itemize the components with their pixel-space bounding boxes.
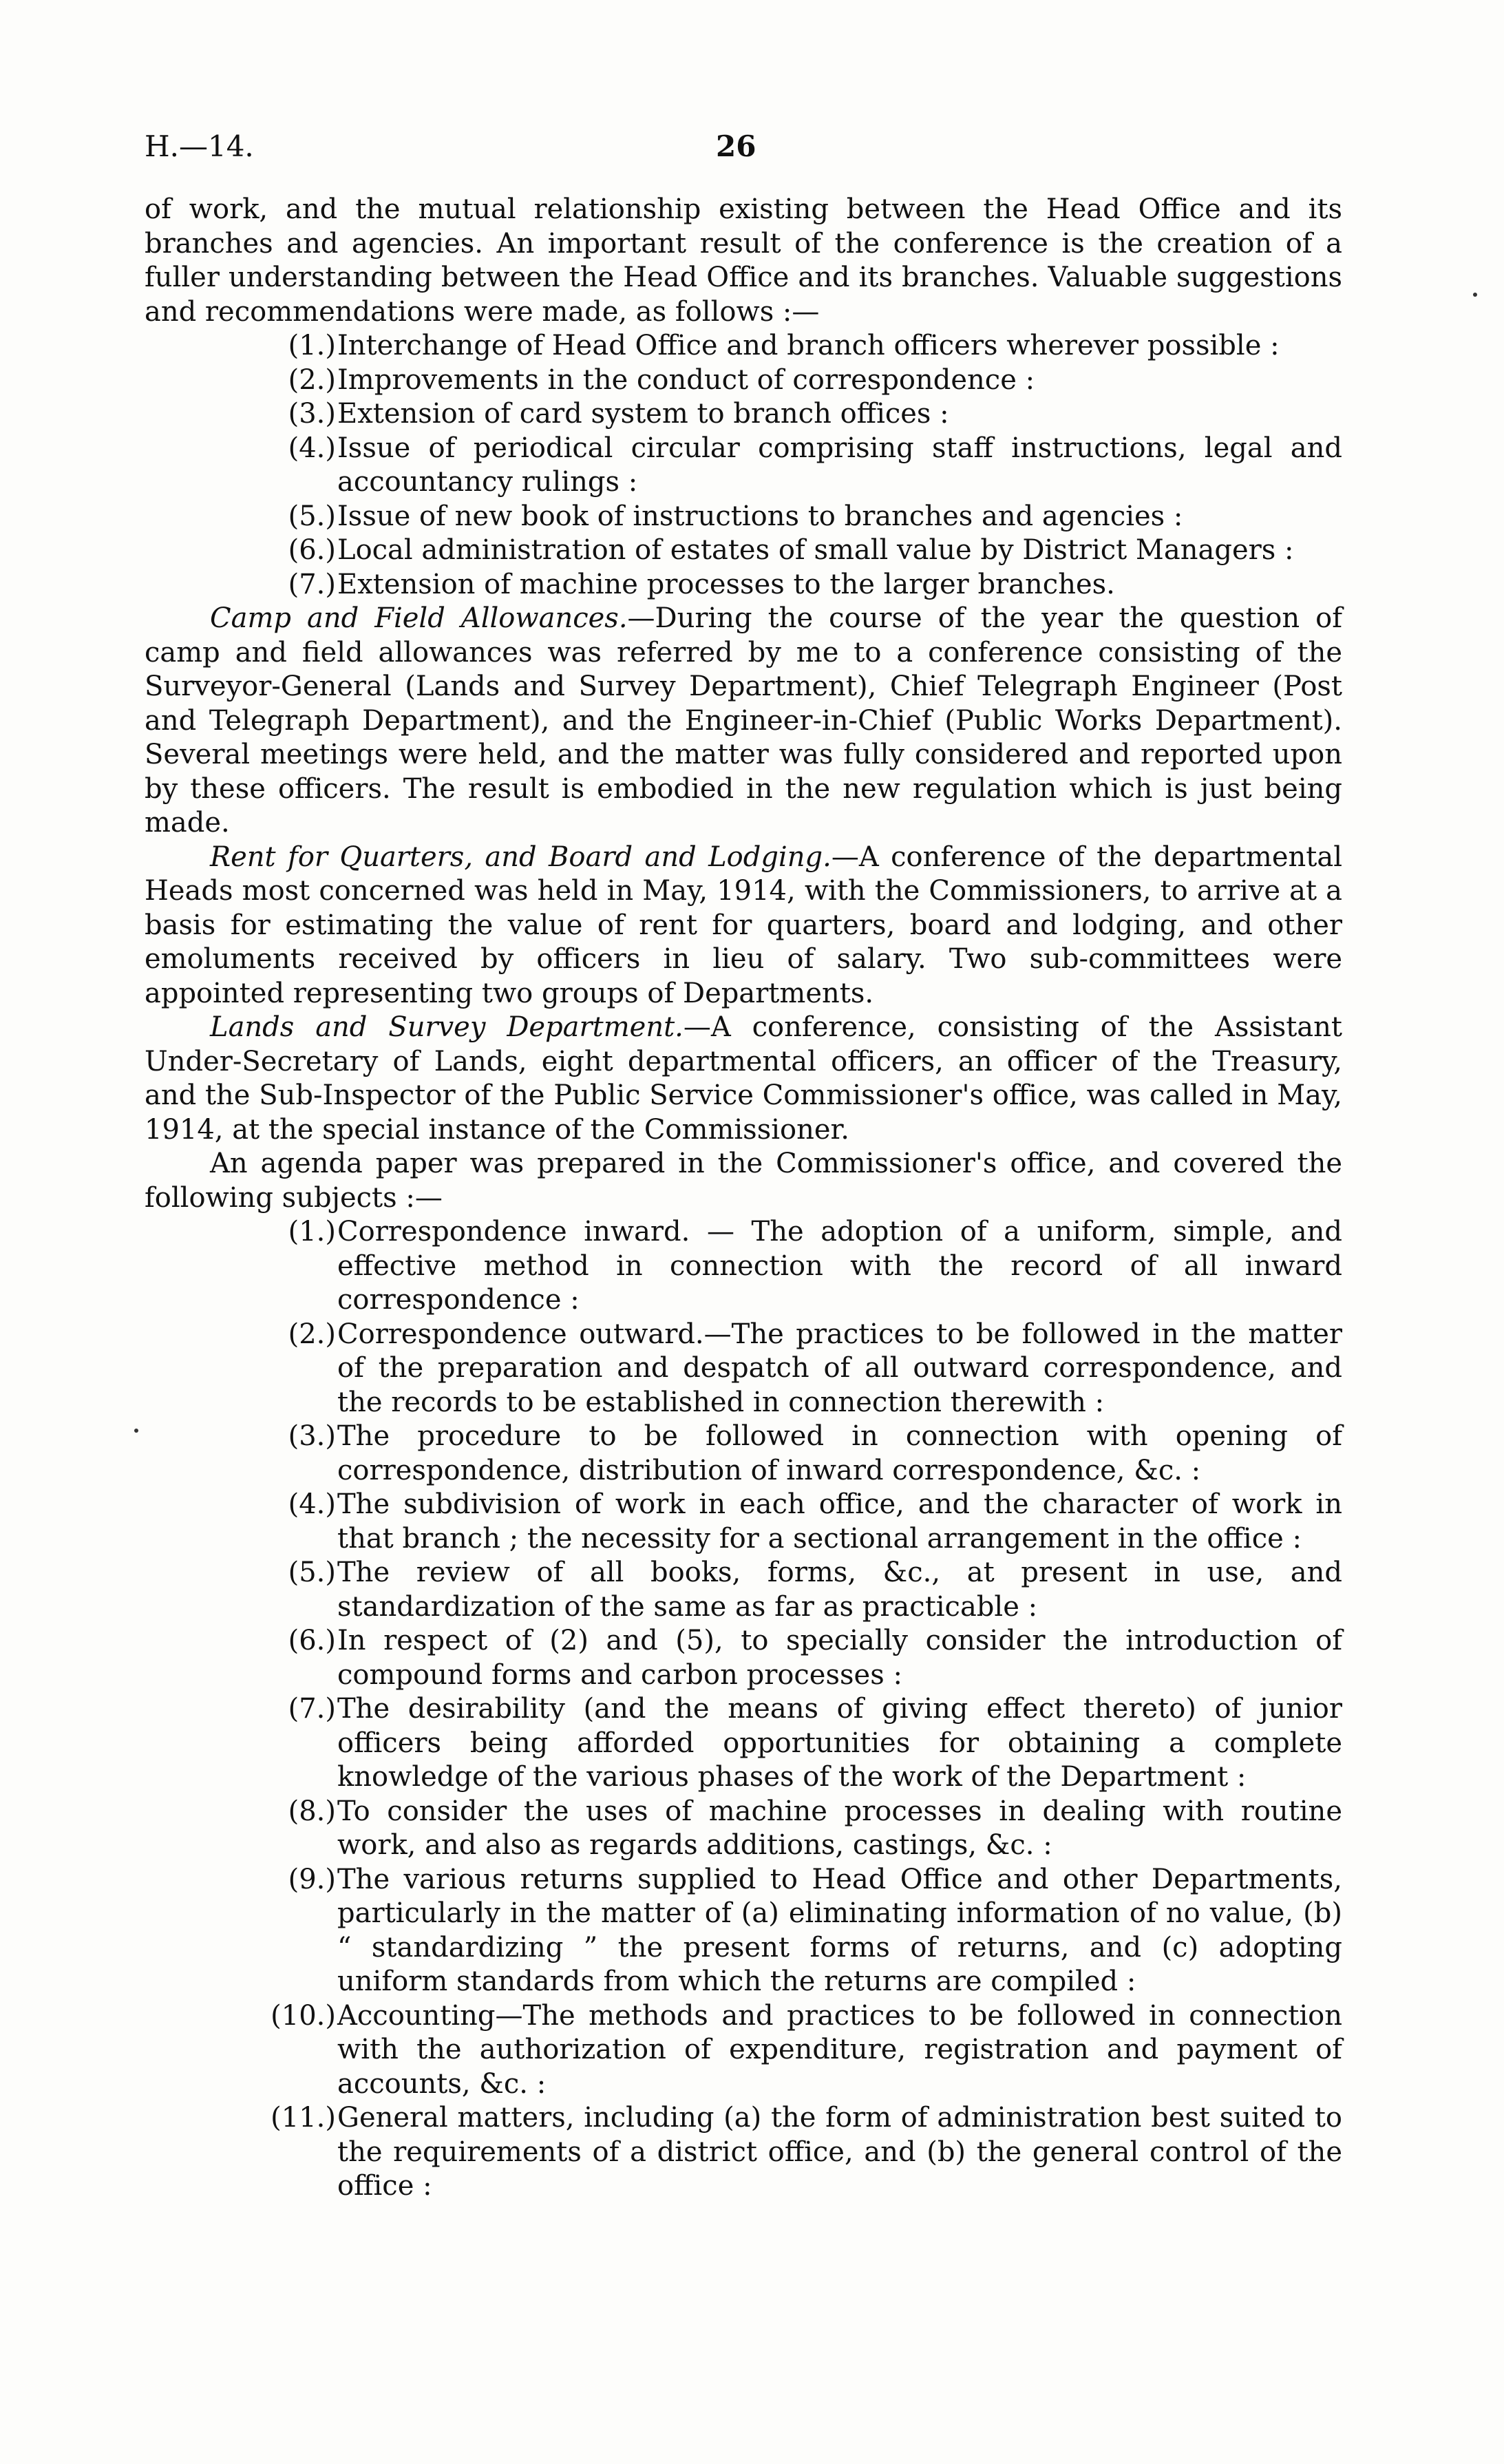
- list-item-text: Correspondence inward. — The adoption of a uniform, simple, and effective method in connection with the record of all inward correspondence :: [337, 1216, 1342, 1316]
- list-item-number: (4.): [288, 432, 336, 464]
- list-item-text: Extension of card system to branch offices :: [337, 398, 949, 430]
- list-item-number: (7.): [288, 1693, 336, 1725]
- list-item-number: (2.): [288, 1318, 336, 1350]
- list-item-number: (5.): [288, 1557, 336, 1588]
- list-item-text: Extension of machine processes to the larger branches.: [337, 568, 1115, 600]
- list-item: [145, 1692, 1342, 1795]
- list-item-text: Interchange of Head Office and branch officers wherever possible :: [337, 330, 1280, 361]
- list-item-number: (11.): [271, 2102, 336, 2134]
- list-item-text: The desirability (and the means of giving effect thereto) of junior officers being afforded opportunities for obtaining a complete knowledge of the various phases of the work of the Department :: [337, 1693, 1342, 1793]
- list-item: [145, 1999, 1342, 2102]
- list-item: [145, 364, 1342, 398]
- list-item-text: General matters, including (a) the form of administration best suited to the requirements of a district office, and (b) the general control of the office :: [337, 2102, 1342, 2202]
- list-item-number: (2.): [288, 364, 336, 396]
- list-item: [145, 432, 1342, 500]
- lands-survey-text: —A conference, consisting of the Assistant Under-Secretary of Lands, eight departmental officers, an officer of the Treasury, and the Sub-Inspector of the Public Service Commissioner's office, was called in May, 1914, at the special instance of the Commissioner.: [145, 1011, 1342, 1146]
- list-item-text: The review of all books, forms, &c., at present in use, and standardization of the same as far as practicable :: [337, 1557, 1342, 1623]
- ink-speck: [1473, 293, 1477, 297]
- list-item-text: Issue of periodical circular comprising staff instructions, legal and accountancy rulings :: [337, 432, 1342, 498]
- list-item: [145, 1556, 1342, 1624]
- list-item: [145, 2101, 1342, 2204]
- list-item: [145, 1795, 1342, 1863]
- list-item: [145, 534, 1342, 568]
- lands-survey-paragraph: [145, 1011, 1342, 1147]
- list-item: [145, 500, 1342, 534]
- rent-quarters-text: —A conference of the departmental Heads most concerned was held in May, 1914, with the Commissioners, to arrive at a basis for estimating the value of rent for quarters, board and lodging, and other emoluments received by officers in lieu of salary. Two sub-committees were appointed representing two groups of Departments.: [145, 841, 1343, 1009]
- list-item: [145, 1215, 1342, 1318]
- recommendations-list: [145, 329, 1342, 602]
- camp-allowances-text: —During the course of the year the question of camp and field allowances was referred by me to a conference consisting of the Surveyor-General (Lands and Survey Department), Chief Telegraph Engineer (Post and Telegraph Department), and the Engineer-in-Chief (Public Works Department). Several meetings were held, and the matter was fully considered and reported upon by these officers. The result is embodied in the new regulation which is just being made.: [145, 602, 1342, 839]
- intro-paragraph: of work, and the mutual relationship existing between the Head Office and its branches and agencies. An important result of the conference is the creation of a fuller understanding between the Head Office and its branches. Valuable suggestions and recommendations were made, as follows :—: [145, 193, 1342, 328]
- list-item-number: (9.): [288, 1863, 336, 1895]
- list-item-number: (6.): [288, 534, 336, 566]
- page-number: 26: [716, 129, 756, 163]
- page-body: [145, 193, 1342, 2204]
- list-item: [145, 1863, 1342, 1999]
- list-item: [145, 1420, 1342, 1488]
- list-item: [145, 329, 1342, 364]
- list-item: [145, 568, 1342, 602]
- list-item-text: Issue of new book of instructions to branches and agencies :: [337, 500, 1183, 532]
- list-item: [145, 397, 1342, 432]
- list-item: [145, 1624, 1342, 1692]
- list-item-text: Improvements in the conduct of correspondence :: [337, 364, 1035, 396]
- camp-allowances-paragraph: [145, 602, 1342, 841]
- lands-survey-heading: Lands and Survey Department.: [210, 1011, 684, 1043]
- agenda-paragraph: An agenda paper was prepared in the Commissioner's office, and covered the following subjects :—: [145, 1148, 1342, 1214]
- rent-quarters-heading: Rent for Quarters, and Board and Lodging.: [210, 841, 832, 873]
- list-item-text: Local administration of estates of small value by District Managers :: [337, 534, 1294, 566]
- list-item-number: (10.): [271, 1999, 336, 2032]
- list-item-number: (7.): [288, 568, 336, 600]
- camp-allowances-heading: Camp and Field Allowances.: [210, 602, 628, 634]
- list-item-number: (5.): [288, 500, 336, 532]
- list-item-number: (6.): [288, 1625, 336, 1656]
- list-item-text: Correspondence outward.—The practices to be followed in the matter of the preparation and despatch of all outward correspondence, and the records to be established in connection therewith :: [337, 1318, 1342, 1418]
- list-item-number: (1.): [288, 1216, 336, 1247]
- list-item-text: The subdivision of work in each office, and the character of work in that branch ; the necessity for a sectional arrangement in the office :: [337, 1488, 1342, 1555]
- list-item-number: (3.): [288, 398, 336, 430]
- list-item: [145, 1318, 1342, 1420]
- list-item: [145, 1488, 1342, 1556]
- list-item-number: (1.): [288, 330, 336, 361]
- list-item-number: (3.): [288, 1420, 336, 1452]
- list-item-text: In respect of (2) and (5), to specially consider the introduction of compound forms and carbon processes :: [337, 1625, 1342, 1691]
- rent-quarters-paragraph: [145, 841, 1342, 1011]
- list-item-text: The various returns supplied to Head Office and other Departments, particularly in the matter of (a) eliminating information of no value, (b) “ standardizing ” the present forms of returns, and (c) adopting uniform standards from which the returns are compiled :: [337, 1863, 1342, 1997]
- list-item-number: (4.): [288, 1488, 336, 1520]
- list-item-number: (8.): [288, 1795, 336, 1827]
- list-item-text: The procedure to be followed in connection with opening of correspondence, distribution of inward correspondence, &c. :: [337, 1420, 1342, 1486]
- section-reference: H.—14.: [145, 129, 254, 163]
- ink-speck: [134, 1429, 138, 1433]
- list-item-text: To consider the uses of machine processes in dealing with routine work, and also as regards additions, castings, &c. :: [337, 1795, 1342, 1861]
- list-item-text: Accounting—The methods and practices to be followed in connection with the authorization of expenditure, registration and payment of accounts, &c. :: [337, 1999, 1342, 2100]
- agenda-subjects-list: [145, 1215, 1342, 2204]
